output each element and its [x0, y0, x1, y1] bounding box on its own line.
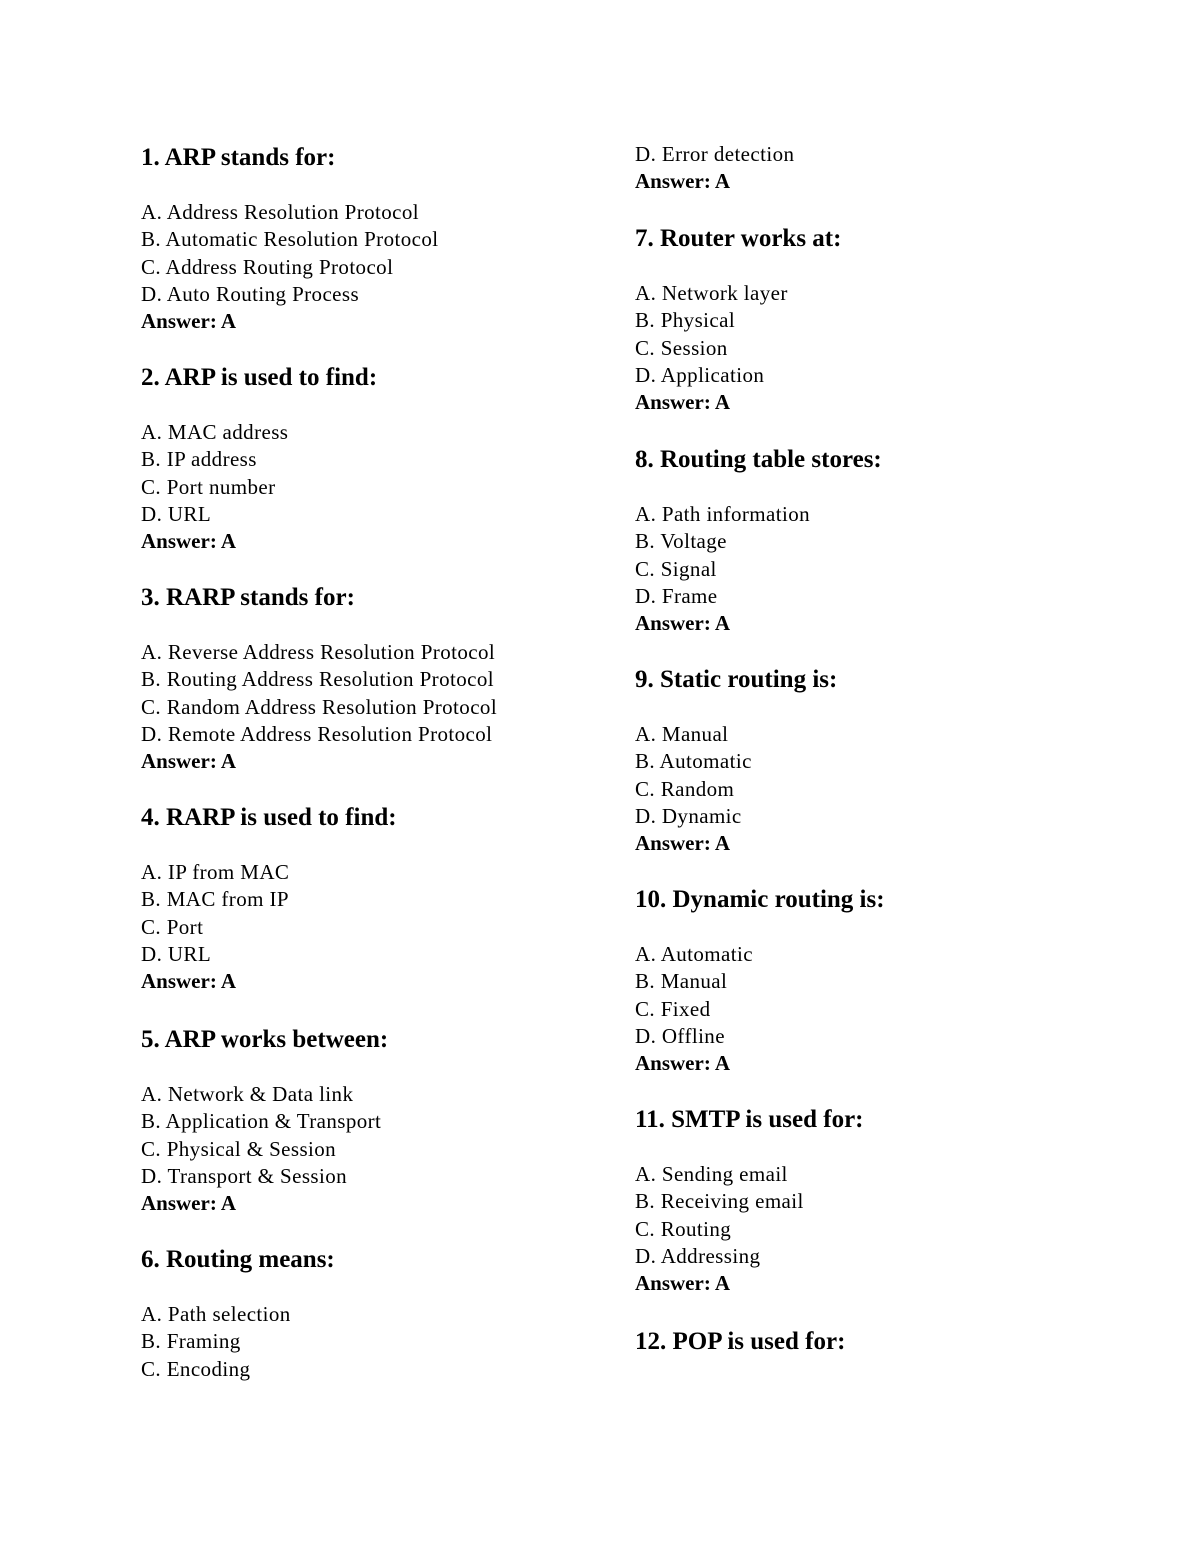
option-d: D. Auto Routing Process: [141, 281, 360, 306]
question-3: [141, 584, 497, 775]
question-title: 5. ARP works between:: [141, 1026, 389, 1053]
answer-value: A: [714, 169, 731, 194]
option-c: C. Random: [635, 776, 735, 801]
option-c: C. Encoding: [141, 1356, 251, 1381]
option-c: C. Physical & Session: [141, 1136, 337, 1161]
question-8: [635, 446, 882, 637]
answer-prefix: Answer:: [635, 831, 715, 856]
answer-value: A: [220, 969, 237, 994]
question-title: 11. SMTP is used for:: [635, 1106, 864, 1133]
option-d: D. Remote Address Resolution Protocol: [141, 721, 493, 746]
answer-line: [141, 528, 377, 555]
option-d: D. URL: [141, 941, 212, 966]
option-b: B. Automatic Resolution Protocol: [141, 227, 439, 252]
answer-prefix: Answer:: [141, 749, 221, 774]
answer-prefix: Answer:: [635, 1271, 715, 1296]
question-9: [635, 666, 837, 857]
answer-value: A: [714, 1271, 731, 1296]
question-10: [635, 886, 885, 1077]
option-a: A. Address Resolution Protocol: [141, 200, 419, 224]
answer-line: [141, 968, 397, 995]
option-b: B. Framing: [141, 1329, 241, 1354]
option-c: C. Port number: [141, 474, 276, 499]
option-a: A. Network & Data link: [141, 1082, 354, 1106]
question-6: [141, 1246, 335, 1383]
answer-line: [141, 1190, 388, 1217]
question-title: 12. POP is used for:: [635, 1328, 846, 1355]
option-b: B. Application & Transport: [141, 1109, 382, 1134]
option-c: C. Random Address Resolution Protocol: [141, 694, 498, 719]
option-b: B. IP address: [141, 447, 257, 472]
option-a: A. Network layer: [635, 281, 788, 305]
option-a: A. Automatic: [635, 942, 753, 966]
option-a: A. MAC address: [141, 420, 289, 444]
option-d: D. Application: [635, 362, 765, 387]
answer-line: [635, 1050, 885, 1077]
option-b: B. Voltage: [635, 529, 727, 554]
question-4: [141, 804, 397, 995]
option-a: A. Sending email: [635, 1162, 788, 1186]
question-11: [635, 1106, 864, 1297]
option-c: C. Session: [635, 335, 728, 360]
answer-line: [635, 168, 794, 195]
answer-line: [141, 308, 438, 335]
option-a: A. IP from MAC: [141, 860, 290, 884]
answer-prefix: Answer:: [635, 169, 715, 194]
option-b: B. Manual: [635, 969, 728, 994]
question-title: 2. ARP is used to find:: [141, 364, 378, 391]
question-title: 1. ARP stands for:: [141, 144, 336, 171]
question-title: 8. Routing table stores:: [635, 446, 882, 473]
answer-line: [141, 748, 497, 775]
option-a: A. Reverse Address Resolution Protocol: [141, 640, 496, 664]
option-d: D. Transport & Session: [141, 1163, 348, 1188]
answer-value: A: [714, 1051, 731, 1076]
answer-value: A: [220, 529, 237, 554]
answer-line: [635, 389, 841, 416]
answer-line: [635, 1270, 864, 1297]
question-7: [635, 225, 841, 416]
option-a: A. Path information: [635, 502, 810, 526]
option-d: D. Dynamic: [635, 803, 742, 828]
answer-prefix: Answer:: [635, 390, 715, 415]
option-c: C. Address Routing Protocol: [141, 254, 394, 279]
answer-prefix: Answer:: [635, 611, 715, 636]
option-d: D. URL: [141, 501, 212, 526]
answer-value: A: [220, 1191, 237, 1216]
question-6-continued: [635, 141, 794, 196]
question-1: [141, 144, 438, 335]
question-12: [635, 1328, 845, 1356]
question-title: 10. Dynamic routing is:: [635, 886, 885, 913]
option-c: C. Signal: [635, 556, 717, 581]
option-b: B. Physical: [635, 308, 736, 333]
option-a: A. Manual: [635, 722, 729, 746]
option-d: D. Addressing: [635, 1243, 761, 1268]
answer-prefix: Answer:: [141, 309, 221, 334]
question-5: [141, 1026, 388, 1217]
option-c: C. Port: [141, 914, 204, 939]
option-d: D. Error detection: [635, 142, 795, 166]
question-title: 6. Routing means:: [141, 1246, 335, 1273]
answer-value: A: [220, 749, 237, 774]
answer-value: A: [714, 831, 731, 856]
option-b: B. Receiving email: [635, 1189, 804, 1214]
option-b: B. Routing Address Resolution Protocol: [141, 667, 494, 692]
option-b: B. MAC from IP: [141, 887, 289, 912]
answer-prefix: Answer:: [141, 1191, 221, 1216]
answer-line: [635, 830, 837, 857]
answer-value: A: [714, 390, 731, 415]
answer-prefix: Answer:: [141, 529, 221, 554]
option-d: D. Offline: [635, 1023, 725, 1048]
answer-prefix: Answer:: [141, 969, 221, 994]
option-a: A. Path selection: [141, 1302, 291, 1326]
answer-prefix: Answer:: [635, 1051, 715, 1076]
question-title: 9. Static routing is:: [635, 666, 838, 693]
option-d: D. Frame: [635, 583, 718, 608]
question-title: 4. RARP is used to find:: [141, 804, 397, 831]
question-title: 7. Router works at:: [635, 225, 842, 252]
answer-value: A: [220, 309, 237, 334]
question-title: 3. RARP stands for:: [141, 584, 355, 611]
option-c: C. Routing: [635, 1216, 732, 1241]
option-c: C. Fixed: [635, 996, 711, 1021]
answer-value: A: [714, 611, 731, 636]
option-b: B. Automatic: [635, 749, 752, 774]
question-2: [141, 364, 377, 555]
answer-line: [635, 610, 882, 637]
